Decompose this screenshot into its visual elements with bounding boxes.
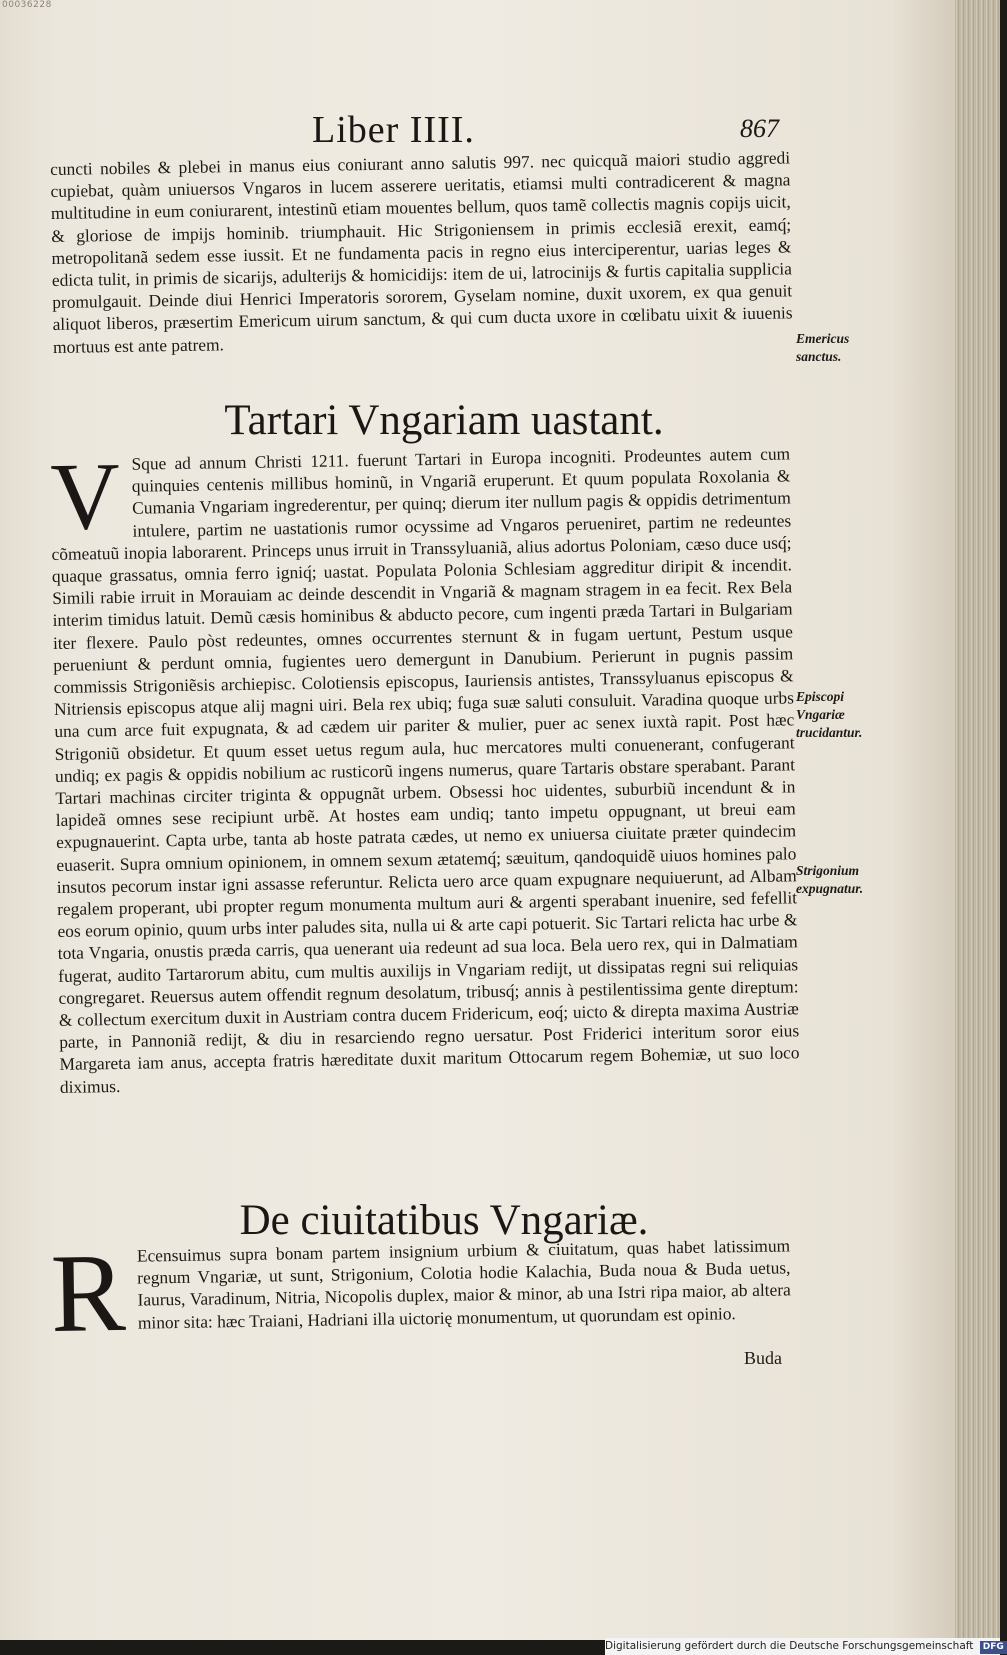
digitization-footer [605, 1638, 1004, 1655]
marginal-note-episcopi: Episcopi Vngariæ trucidantur. [796, 689, 863, 740]
paragraph-2 [50, 442, 800, 1097]
marginal-note-emericus: Emericus sanctus. [796, 331, 850, 364]
paragraph-1: cuncti nobiles & plebei in manus eius coniurant anno salutis 997. nec quicquã maiori studio aggredi cupiebat, quàm uniuersos Vngaros in lucem asserere ueritatis, etiamsi multi contradicerent & magna multitudine in eum coniurarent, intestinũ etiam mouentes bellum, quos tamẽ collectis magnis copijs uicit, & gloriose de impijs hominib. triumphauit. Hic Strigoniensem in primis ecclesiã erexit, eamq́; metropolitanã sedem esse iussit. Et ne fundamenta pacis in regno eius interciperentur, uarias leges & edicta tulit, in primis de sicarijs, adulterijs & homicidijs: item de ui, latrocinijs & furtis capitalia supplicia promulgauit. Deinde diui Henrici Imperatoris sororem, Gyselam nomine, duxit uxorem, ex qua genuit aliquot liberos, præsertim Emericum uirum sanctum, & qui cum ducta uxore in cœlibatu uixit & iuuenis mortuus est ante patrem. [50, 147, 793, 357]
running-head-title: Liber IIII. [312, 109, 475, 151]
paragraph-3 [49, 1230, 791, 1356]
catchword: Buda [744, 1348, 782, 1368]
book-fore-edge [955, 0, 1000, 1640]
folio-number: 867 [740, 114, 779, 143]
drop-cap-r: R [49, 1230, 127, 1356]
scan-identifier: 00036228 [2, 0, 52, 10]
marginal-note-strigonium: Strigonium expugnatur. [796, 863, 864, 896]
dfg-logo: DFG [980, 1641, 1007, 1654]
paragraph-2-body: Sque ad annum Christi 1211. fuerunt Tartari in Europa incogniti. Prodeuntes autem cum quinquies centenis millibus hominũ, in Vngariã eruperunt. Et quum populata Roxolania & Cumania Vngariam ingrederentur, per quinq; dierum iter nullum pagis & oppidis detrimentum intulere, partim ne uastationis rumor ocyssime ad Vngaros perueniret, partim ne redeuntes cõmeatuũ inopia laborarent. Princeps unus irruit in Transsyluaniã, alius adortus Poloniam, cæso duce usq́; quaque grassatus, omnia ferro igniq́; uastat. Populata Polonia Schlesiam aggreditur diripit & incendit. Simili rabie irruit in Morauiam ac deinde descendit in Vngariã & magnam stragem in ea fecit. Rex Bela interim timidus latuit. Demũ cæsis hominibus & abducto pecore, cum ingenti præda Tartari in Bulgariam iter flexere. Paulo pòst redeuntes, omnes occurrentes sternunt & in fugam uertunt, Pestum usque perueniunt & perdunt omnia, fugientes uero demergunt in Danubium. Perierunt in pugnis passim commissis Strigoniẽsis archiepisc. Colotiensis episcopus, Iauriensis antistes, Transsyluanus episcopus & Nitriensis episcopus atque alij magni uiri. Bela rex ubiq; fuga suæ saluti consuluit. Varadina quoque urbs una cum arce fuit expugnata, & ad cædem uir pariter & mulier, puer ac senex iuxtà rapit. Post hæc Strigoniũ obsidetur. Et quum esset uetus regum aula, huc mercatores multi conuenerant, confugerant undiq; ex pagis & oppidis nobilium ac rusticorũ ingens numerus, quare Tartaris obstare sperabant. Parant Tartari machinas circiter triginta & oppugnãt urbem. Obsessi hoc uidentes, suburbiũ incendunt & in lapideã omnes sese recipiunt urbẽ. At hostes eam undiq; tanto impetu oppugnant, ut breui eam expugnauerint. Capta urbe, tanta ab hoste patrata cædes, ut nemo ex uniuersa ciuitate præter quindecim euaserit. Supra omnium opinionem, in omnem sexum ætatemq́; sæuitum, qandoquidẽ uiuos homines palo insutos pecorum instar igni assasse referuntur. Relicta uero arce quam expugnare nequiuerunt, ad Albam regalem properant, ubi propter regum monumenta multum auri & argenti sperabant inuenire, sed fefellit eos eorum opinio, quum urbs inter paludes sita, nulla ui & arte capi potuerit. Sic Tartari relicta hac urbe & tota Vngaria, onustis præda carris, qua uenerant uia redeunt ad sua loca. Bela uero rex, qui in Dalmatiam fugerat, audito Tartarorum abitu, cum multis auxilijs in Vngariam redijt, ut dissipatas regni sui reliquias congregaret. Reuersus autem offendit regnum desolatum, tribusq́; annis à pestilentissima gente direptum: & collectum exercitum duxit in Austriam contra ducem Fridericum, eoq́; uicto & direpta maxima Austriæ parte, in Pannoniã redijt, & diu in resarciendo regno uersatur. Post Friderici interitum soror eius Margareta iam anus, accepta fratris hæreditate duxit maritum Ottocarum regem Bohemiæ, ut suo loco diximus. [51, 443, 800, 1097]
section-heading-tartari: Tartari Vngariam uastant. [224, 397, 664, 444]
drop-cap-v: V [49, 441, 121, 550]
footer-text: Digitalisierung gefördert durch die Deutsche Forschungsgemeinschaft [605, 1640, 974, 1652]
section-heading-ciuitatibus: De ciuitatibus Vngariæ. [239, 1197, 649, 1244]
paragraph-3-body: Ecensuimus supra bonam partem insignium urbium & ciuitatum, quas habet latissimum regnum Vngariæ, ut sunt, Strigonium, Colotia hodie Kalachia, Buda noua & Buda uetus, Iaurus, Varadinum, Nitria, Nicopolis duplex, maior & minor, ab una Istri ripa maior, ab altera minor sita: hæc Traiani, Hadriani illa uictorię monumentum, ut quorundam est opinio. [136, 1235, 791, 1333]
